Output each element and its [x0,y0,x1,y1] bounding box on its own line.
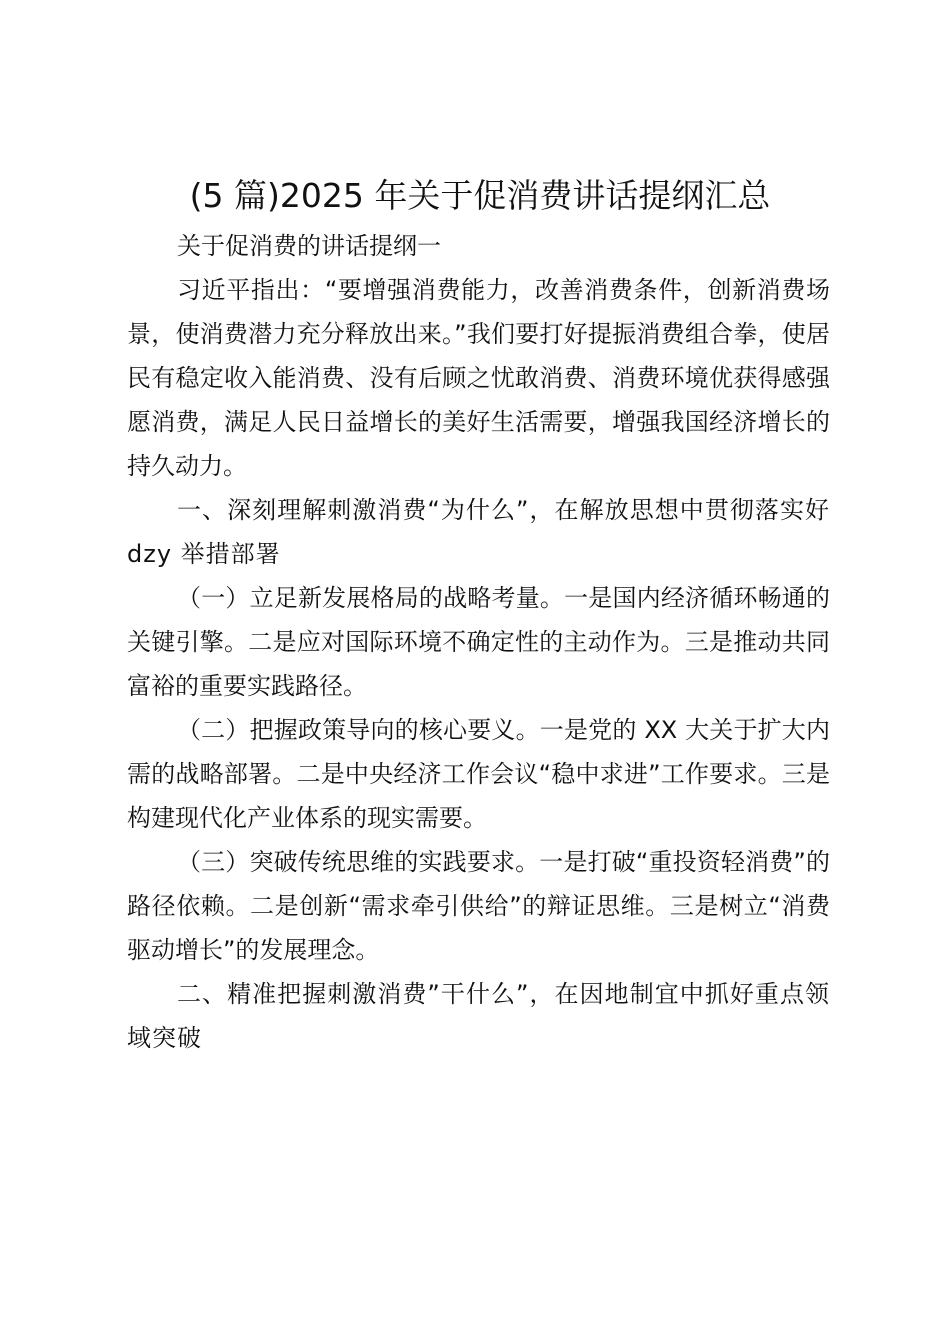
paragraph-point-two: （二）把握政策导向的核心要义。一是党的 XX 大关于扩大内需的战略部署。二是中央经济工作会议“稳中求进”工作要求。三是构建现代化产业体系的现实需要。 [127,716,830,832]
document-body [127,224,830,1060]
section-subtitle: 关于促消费的讲话提纲一 [177,232,441,260]
paragraph-point-three: （三）突破传统思维的实践要求。一是打破“重投资轻消费”的路径依赖。二是创新“需求牵引供给”的辩证思维。三是树立“消费驱动增长”的发展理念。 [127,848,830,964]
document-title: (5 篇)2025 年关于促消费讲话提纲汇总 [189,176,771,215]
paragraph-intro: 习近平指出：“要增强消费能力，改善消费条件，创新消费场景，使消费潜力充分释放出来。”我们要打好提振消费组合拳，使居民有稳定收入能消费、没有后顾之忧敢消费、消费环境优获得感强愿消费，满足人民日益增长的美好生活需要，增强我国经济增长的持久动力。 [127,276,830,480]
heading-part-two: 二、精准把握刺激消费”干什么”，在因地制宜中抓好重点领域突破 [127,980,830,1052]
heading-part-one: 一、深刻理解刺激消费“为什么”，在解放思想中贯彻落实好 dzy 举措部署 [127,496,830,568]
paragraph-point-one: （一）立足新发展格局的战略考量。一是国内经济循环畅通的关键引擎。二是应对国际环境不确定性的主动作为。三是推动共同富裕的重要实践路径。 [127,584,830,700]
